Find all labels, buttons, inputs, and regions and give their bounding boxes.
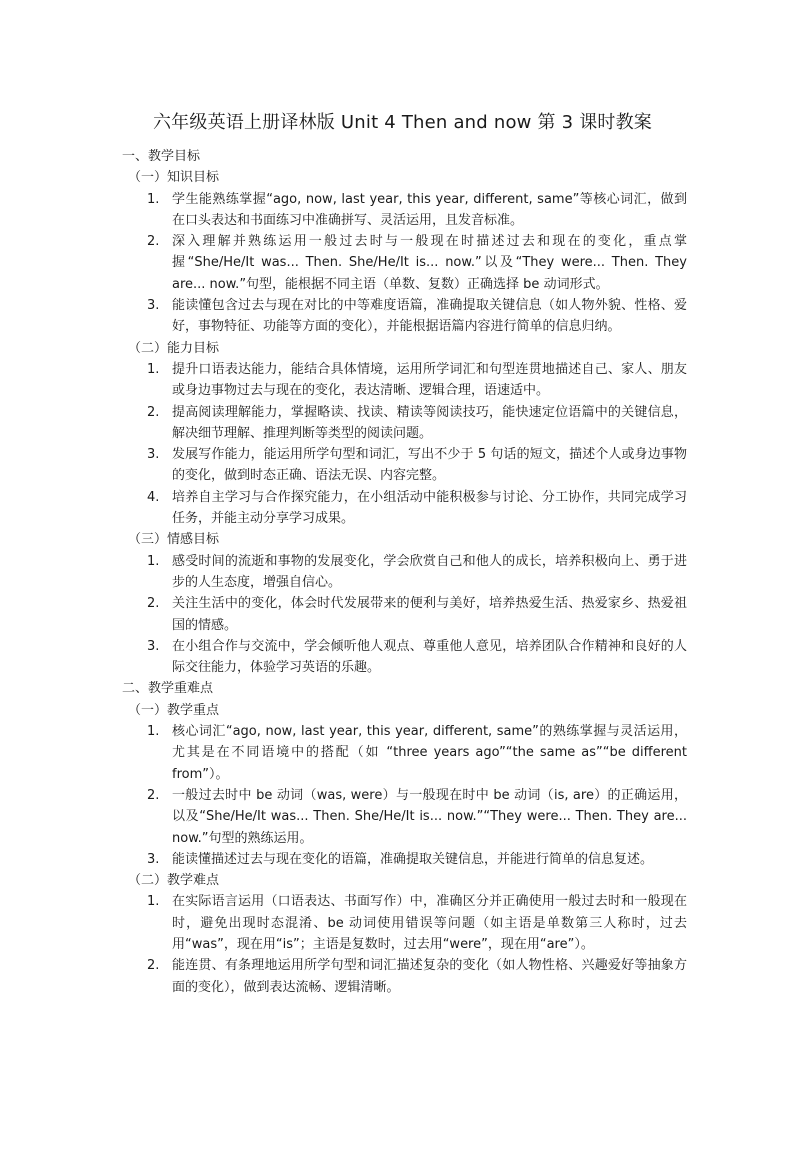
- list-item-number: 4.: [147, 489, 160, 505]
- list-item-number: 2.: [147, 958, 160, 974]
- list-item: [122, 487, 687, 530]
- list-item: [122, 721, 687, 785]
- list-item: [122, 189, 687, 232]
- list-item: [122, 891, 687, 955]
- list-item-text: 培养自主学习与合作探究能力，在小组活动中能积极参与讨论、分工协作，共同完成学习任务，并能主动分享学习成果。: [172, 489, 687, 527]
- subsection-heading: （二）教学难点: [128, 873, 220, 889]
- list-item-text: 关注生活中的变化，体会时代发展带来的便利与美好，培养热爱生活、热爱家乡、热爱祖国的情感。: [172, 596, 687, 633]
- list-item: [122, 955, 687, 998]
- list-item-text: 发展写作能力，能运用所学句型和词汇，写出不少于 5 句话的短文，描述个人或身边事物的变化，做到时态正确、语法无误、内容完整。: [172, 447, 687, 484]
- list-item: [122, 359, 687, 402]
- subsection-heading: （二）能力目标: [128, 340, 220, 356]
- document-title: 六年级英语上册译林版 Unit 4 Then and now 第 3 课时教案: [152, 112, 652, 133]
- list-item-number: 2.: [147, 787, 160, 803]
- list-item-number: 1.: [147, 894, 160, 910]
- list-item: [122, 636, 687, 679]
- list-item-number: 3.: [147, 298, 160, 314]
- list-item-number: 2.: [147, 404, 160, 420]
- list-item-text: 核心词汇“ago, now, last year, this year, different, same”的熟练掌握与灵活运用，尤其是在不同语境中的搭配（如 “three years ago”“the same as”“be different from”）。: [172, 724, 687, 782]
- list-item-number: 3.: [147, 447, 160, 463]
- list-item: [122, 444, 687, 487]
- list-item-number: 3.: [147, 638, 160, 654]
- list-item: [122, 593, 687, 636]
- list-item-text: 学生能熟练掌握“ago, now, last year, this year, different, same”等核心词汇，做到在口头表达和书面练习中准确拼写、灵活运用，且发音标准。: [172, 191, 687, 228]
- subsection-heading: （三）情感目标: [128, 532, 220, 548]
- list-item-text: 提高阅读理解能力，掌握略读、找读、精读等阅读技巧，能快速定位语篇中的关键信息，解决细节理解、推理判断等类型的阅读问题。: [172, 404, 687, 441]
- list-item: [122, 231, 687, 295]
- list-item: [122, 785, 687, 849]
- list-item-number: 2.: [147, 234, 160, 250]
- list-item-number: 1.: [147, 553, 160, 569]
- document-body: [122, 146, 687, 998]
- list-item-number: 2.: [147, 596, 160, 612]
- list-item-number: 1.: [147, 361, 160, 377]
- subsection-heading: （一）教学重点: [128, 702, 220, 718]
- list-item-number: 1.: [147, 191, 160, 207]
- list-item: [122, 849, 687, 870]
- list-item: [122, 402, 687, 445]
- section-heading: 二、教学重难点: [122, 681, 214, 697]
- list-item: [122, 295, 687, 338]
- section-heading: 一、教学目标: [122, 149, 201, 164]
- list-item-text: 能读懂包含过去与现在对比的中等难度语篇，准确提取关键信息（如人物外貌、性格、爱好，事物特征、功能等方面的变化），并能根据语篇内容进行简单的信息归纳。: [172, 298, 687, 335]
- list-item-text: 能读懂描述过去与现在变化的语篇，准确提取关键信息，并能进行简单的信息复述。: [172, 851, 654, 867]
- list-item-text: 提升口语表达能力，能结合具体情境，运用所学词汇和句型连贯地描述自己、家人、朋友或身边事物过去与现在的变化，表达清晰、逻辑合理，语速适中。: [172, 361, 687, 399]
- subsection-heading: （一）知识目标: [128, 170, 220, 186]
- list-item-text: 深入理解并熟练运用一般过去时与一般现在时描述过去和现在的变化，重点掌握“She/He/It was... Then. She/He/It is... now.”以及“They were... Then. They are... now.”句型，能根据不同主语（单数、复数）正确选择 be 动词形式。: [172, 234, 687, 292]
- list-item-text: 感受时间的流逝和事物的发展变化，学会欣赏自己和他人的成长，培养积极向上、勇于进步的人生态度，增强自信心。: [172, 553, 687, 590]
- list-item-number: 1.: [147, 724, 160, 740]
- list-item-text: 能连贯、有条理地运用所学句型和词汇描述复杂的变化（如人物性格、兴趣爱好等抽象方面的变化），做到表达流畅、逻辑清晰。: [172, 958, 687, 995]
- list-item-text: 在小组合作与交流中，学会倾听他人观点、尊重他人意见，培养团队合作精神和良好的人际交往能力，体验学习英语的乐趣。: [172, 638, 687, 676]
- list-item-text: 一般过去时中 be 动词（was, were）与一般现在时中 be 动词（is, are）的正确运用，以及“She/He/It was... Then. She/He/It is... now.”“They were... Then. They are... now.”句型的熟练运用。: [172, 787, 687, 846]
- list-item: [122, 551, 687, 594]
- list-item-number: 3.: [147, 851, 160, 867]
- list-item-text: 在实际语言运用（口语表达、书面写作）中，准确区分并正确使用一般过去时和一般现在时，避免出现时态混淆、be 动词使用错误等问题（如主语是单数第三人称时，过去用“was”，现在用“is”；主语是复数时，过去用“were”，现在用“are”）。: [172, 894, 687, 952]
